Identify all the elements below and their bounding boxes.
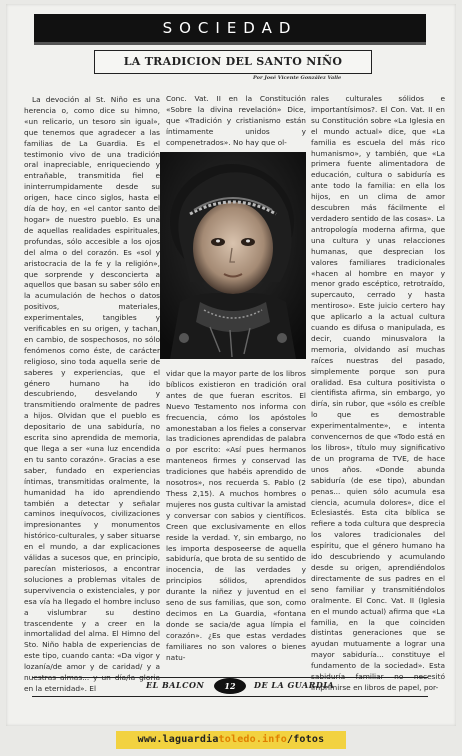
- column-3-text: rales culturales sólidos e importantísimos?. El Con. Vat. II en su Constitución sobre «La Iglesia en el mundo actual» dice, que «La familia es escuela del más rico humanismo», y también, que «La primera fuente alimentadora de educación, cultura o sabiduría es ante todo la familia: en ella los hijos, en un clima de amor descubren más fácilmente el verdadero sentido de las cosas». La antropología moderna afirma, que una cultura y unas relacciones humanas, que desprecian los valores familiares tradicionales «hacen al hombre en mayor y menor grado escéptico, retrotraído, supercauto, cerrado y hasta mentiroso». Este juicio certero hay que aplicarlo a la actual cultura cuando es difusa o manipulada, es decir, cuando minusvalora la memoria, olvidando así muchas raíces nuestras del pasado, simplemente porque son pura oralidad. Esa cultura positivista o cientifista afirma, sin embargo, yo diría, sin rubor, que «sólo es creíble lo que es demostrable experimentalmente», e intenta convencernos de que «Todo está en los libros», título muy significativo de un programa de TVE, de hace unos años. «Donde abunda sabiduría (de ese tipo), abundan penas... quien sólo acumula esa ciencia, acumula dolores», dice el Eclesiastés. Esta cita bíblica se refiere a toda cultura que desprecia los valores tradicionales del espíritu, que el género humano ha ido descubriendo y acumulando desde su origen, aprendiéndolos directamente de sus padres en el seno familiar y transmitiéndolos oralmente. El Conc. Vat. II (Iglesia en el mundo actual) afirma que «La familia, en la que coinciden distintas generaciones que se ayudan mutuamente a lograr una mayor sabiduría... constituye el fundamento de la sociedad». Esta sabiduría familiar no necesitó imprimirse en libros de papel, por-: [311, 94, 445, 692]
- article-byline: Por José Vicente González Valle: [253, 75, 342, 81]
- column-1-text: La devoción al St. Niño es una herencia o, como dice su himno, «un relicario, un tesoro sin igual», que tenemos que agradecer a las familias de La Guardia. Es el testimonio vivo de una tradición oral inapreciable, enriqueciendo y entrañable, transmitida fiel e ininterrumpidamente desde su origen, hace cinco siglos, hasta el día de hoy, en «el cantor santo del hogar» de nuestro pueblo. Es una de aquellas realidades espirituales, profundas, sólo accesible a los ojos del alma o del corazón. Es «sol y aristocracia de la fe y la religión», que sorprende y desconcierta a aquellos que basan su saber sólo en la acumulación de hechos o datos positivos, materiales, experimentales, tangibles y verificables en su origen, y tachan, en cambio, de sospechosos, no sólo fenómenos como éste, de carácter religioso, sino toda aquella serie de saberes y experiencias, que el género humano ha ido descubriendo, desvelando y transmitiendo oralmente de padres a hijos. Olvidan que el pueblo es depositario de una sabiduría, no escrita sino aprendida de memoria, que llega a ser «una luz encendida en tu santo corazón». Gracias a ese saber, fundado en experiencias íntimas, transmitidas oralmente, la humanidad ha ido aprendiendo también a detectar y señalar caminos inequívocos, civilizaciones impresionantes y monumentos histórico-culturales, y saber situarse en el mundo, a dar explicaciones válidas a sucesos que, en principio, parecían misteriosos, a encontrar soluciones a problemas vitales de supervivencia o existenciales, y por esa vía ha llegado el hombre incluso a vislumbrar su destino trascendente y a creer en la inmortalidad del alma. El Himno del Sto. Niño habla de experiencias de este tipo, cuando canta: «Da vigor y lozanía/de amor y de caridad/ y a nuestras almas... y un día/la gloria en la eternidad». El: [24, 95, 160, 693]
- santo-nino-photo: [160, 152, 306, 359]
- article-column-1: [24, 95, 160, 693]
- footer-magazine-name-right: DE LA GUARDIA: [254, 680, 335, 690]
- page-number: 12: [214, 678, 246, 694]
- santo-nino-figure-image: [160, 152, 306, 359]
- article-column-2-bottom: [166, 369, 306, 669]
- section-header: SOCIEDAD: [34, 14, 426, 45]
- article-column-3: [311, 94, 445, 692]
- url-part-domain: www.laguardia: [137, 734, 219, 745]
- article-column-2-top: [166, 94, 306, 150]
- url-part-accent: toledo.info: [218, 734, 287, 745]
- article-title: LA TRADICION DEL SANTO NIÑO: [94, 50, 372, 74]
- url-part-path: /fotos: [286, 734, 325, 745]
- page-footer: [32, 677, 428, 697]
- footer-magazine-name-left: EL BALCON: [146, 680, 205, 690]
- source-url-watermark[interactable]: [116, 731, 346, 749]
- column-2-top-text: Conc. Vat. II en la Constitución «Sobre la divina revelación» Dice, que «Tradición y cristianismo están íntimamente unidos y compenetrados». No hay que ol-: [166, 94, 306, 147]
- column-2-bottom-text: vidar que la mayor parte de los libros bíblicos existieron en tradición oral antes de que fueran escritos. El Nuevo Testamento nos informa con frecuencia, cómo los apóstoles amonestaban a los fieles a conservar las tradiciones aprendidas de palabra o por escrito: «Así pues hermanos manteneos firmes y conservad las tradiciones que habéis aprendido de nosotros», nos recuerda S. Pablo (2 Thess 2,15). A muchos hombres o mujeres nos gusta cultivar la amistad y conversar con sabios y científicos. Creen que exclusivamente en ellos reside la verdad. Y, sin embargo, no les importa desposeerse de aquella sabiduría, que brota de su sentido de inocencia, de las verdades y principios sólidos, aprendidos durante la niñez y juventud en el seno de sus familias, que son, como decimos en La Guardia, «fontana donde se sacia/de agua límpia el corazón». ¿Es que estas verdades familiares no son valores o bienes natu-: [166, 369, 306, 662]
